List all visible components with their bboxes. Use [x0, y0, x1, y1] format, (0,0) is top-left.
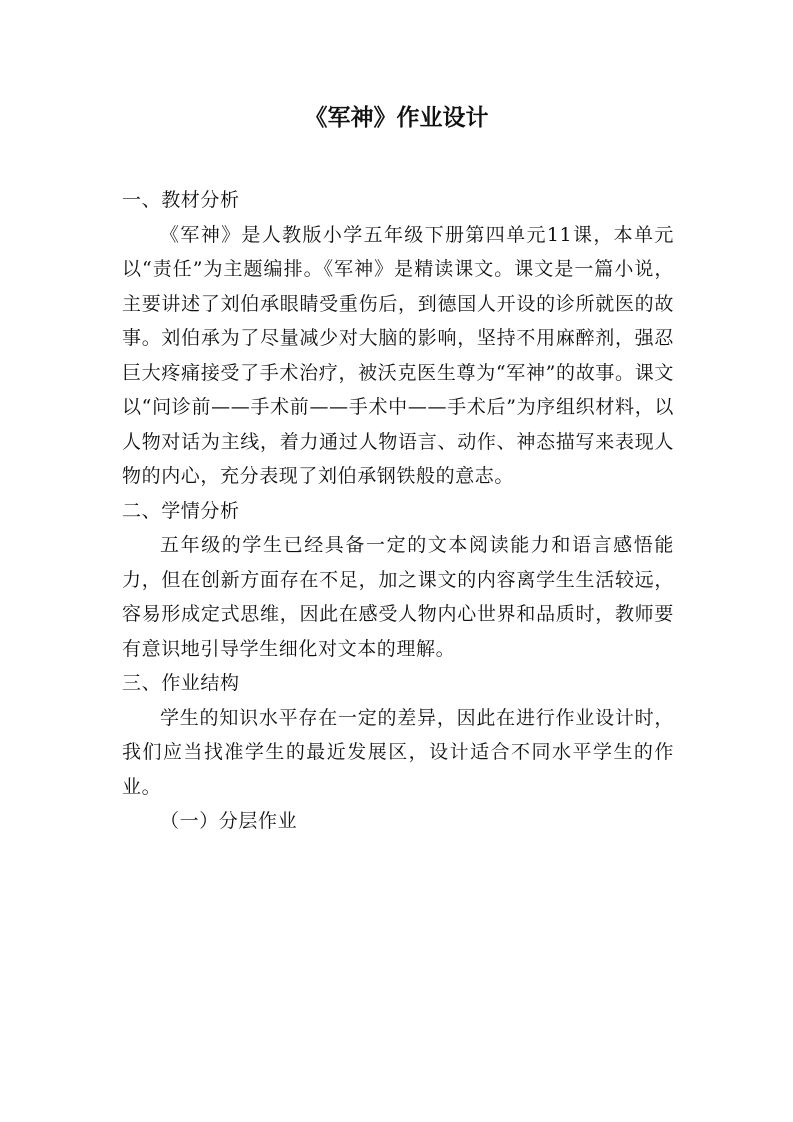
section-paragraph-homework-structure: 学生的知识水平存在一定的差异，因此在进行作业设计时，我们应当找准学生的最近发展区，设计适合不同水平学生的作业。 — [122, 706, 674, 798]
section-paragraph-student-analysis: 五年级的学生已经具备一定的文本阅读能力和语言感悟能力，但在创新方面存在不足，加之课文的内容离学生生活较远，容易形成定式思维，因此在感受人物内心世界和品质时，教师要有意识地引导学生细化对文本的理解。 — [122, 534, 674, 660]
section-heading-homework-structure: 三、作业结构 — [122, 672, 240, 694]
document-title: 《军神》作业设计 — [304, 105, 489, 131]
subsection-heading-layered-homework: （一）分层作业 — [160, 810, 298, 832]
section-heading-textbook-analysis: 一、教材分析 — [122, 189, 240, 211]
document-body — [122, 183, 674, 839]
section-heading-student-analysis: 二、学情分析 — [122, 499, 240, 522]
section-paragraph-textbook-analysis: 《军神》是人教版小学五年级下册第四单元11课，本单元以“责任”为主题编排。《军神》是精读课文。课文是一篇小说，主要讲述了刘伯承眼睛受重伤后，到德国人开设的诊所就医的故事。刘伯承为了尽量减少对大脑的影响，坚持不用麻醉剂，强忍巨大疼痛接受了手术治疗，被沃克医生尊为“军神”的故事。课文以“问诊前——手术前——手术中——手术后”为序组织材料，以人物对话为主线，着力通过人物语言、动作、神态描写来表现人物的内心，充分表现了刘伯承钢铁般的意志。 — [122, 223, 674, 487]
